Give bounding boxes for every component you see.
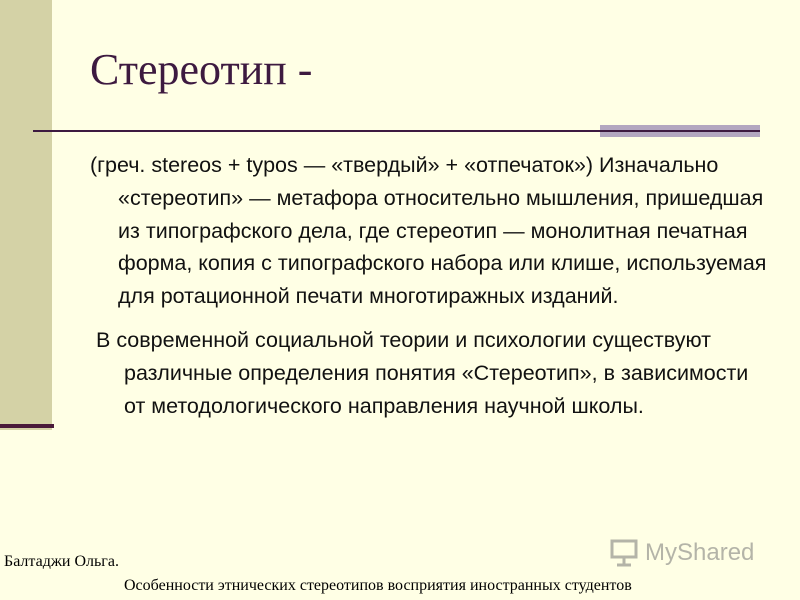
left-accent-line [0, 424, 54, 428]
left-decorative-bar [0, 0, 52, 430]
watermark-text: MyShared [645, 539, 755, 566]
slide-body [90, 149, 770, 422]
watermark [609, 538, 754, 568]
theory-paragraph: В современной социальной теории и психологии существуют различные определения понятия «Стереотип», в зависимости от методологического направления научной школы. [96, 327, 749, 418]
presentation-board-icon [609, 538, 639, 568]
presentation-subtitle: Особенности этнических стереотипов восприятия иностранных студентов [124, 577, 632, 594]
slide-title: Стереотип - [90, 45, 313, 94]
definition-paragraph: (греч. stereos + typos — «твердый» + «отпечаток») Изначально «стереотип» — метафора относительно мышления, пришедшая из типографского дела, где стереотип — монолитная печатная форма, копия с типографского набора или клише, используемая для ротационной печати многотиражных изданий. [90, 153, 767, 309]
title-rule [33, 130, 760, 132]
author-name: Балтаджи Ольга. [4, 553, 119, 570]
